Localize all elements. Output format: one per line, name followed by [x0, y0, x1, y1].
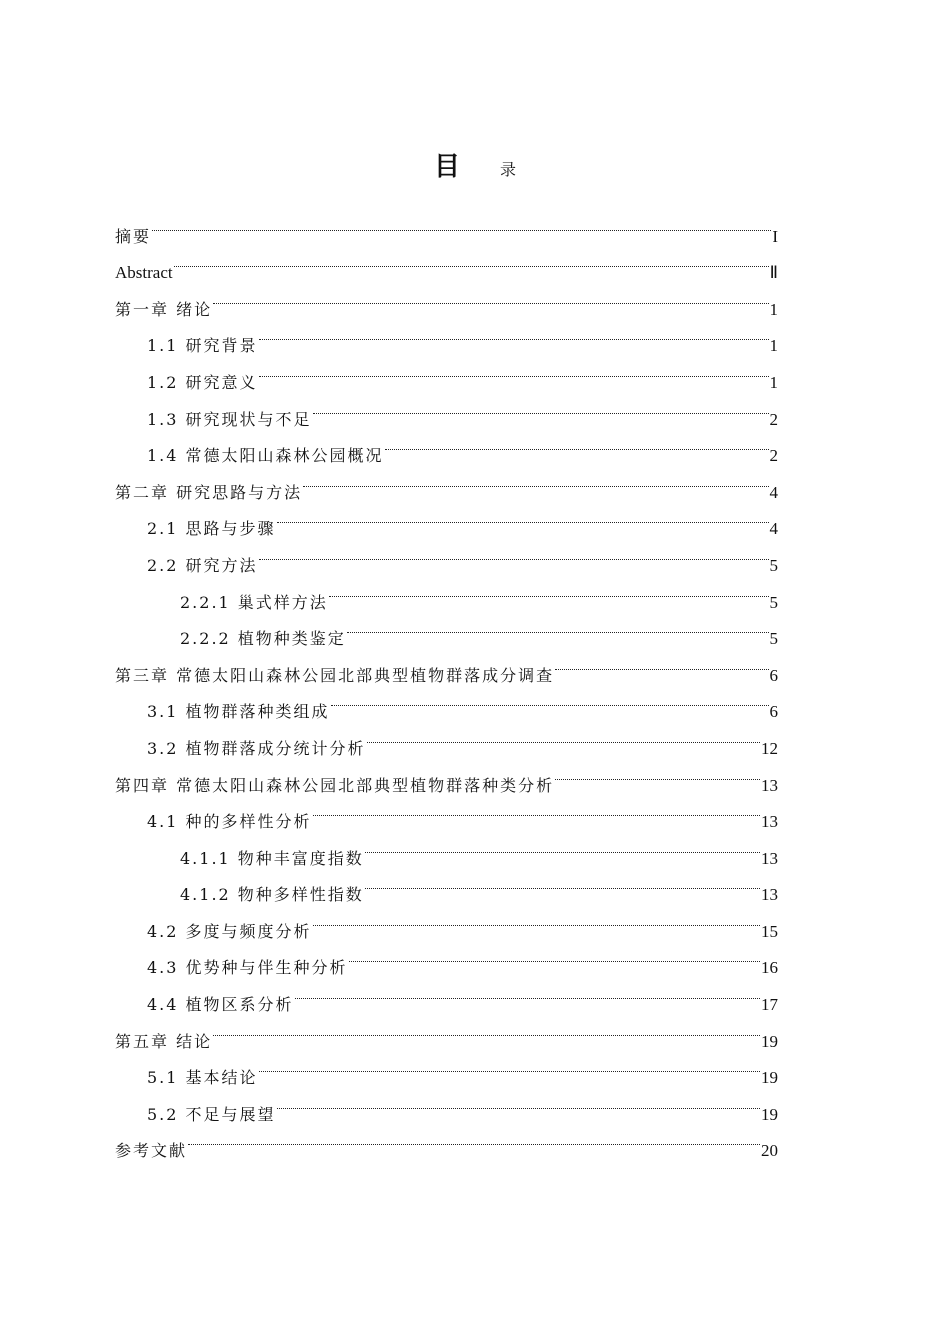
toc-entry-label: 1.3 研究现状与不足 — [147, 409, 312, 429]
toc-entry-label: 参考文献 — [115, 1141, 188, 1161]
toc-entry-label: 2.2 研究方法 — [147, 555, 258, 575]
toc-page-number: 1 — [769, 299, 778, 319]
toc-entry-label: 3.2 植物群落成分统计分析 — [147, 738, 366, 758]
toc-entry-label: 4.1.1 物种丰富度指数 — [180, 848, 364, 868]
toc-entry[interactable] — [115, 1010, 778, 1051]
toc-dot-leader — [259, 351, 769, 388]
toc-entry-label: 4.4 植物区系分析 — [147, 995, 294, 1015]
toc-entry-label: 第一章 绪论 — [115, 299, 213, 319]
toc-page-number: 1 — [769, 372, 778, 392]
toc-entry-label: 5.1 基本结论 — [147, 1068, 258, 1088]
toc-page-number: 2 — [769, 446, 778, 466]
toc-page-number: 12 — [761, 738, 778, 758]
toc-entry[interactable] — [115, 1120, 778, 1161]
toc-entry-label: 3.1 植物群落种类组成 — [147, 702, 330, 722]
toc-page-number: 19 — [761, 1068, 778, 1088]
toc-page-number: 15 — [761, 921, 778, 941]
toc-dot-leader — [259, 315, 769, 352]
toc-page-number: 4 — [769, 519, 778, 539]
toc-page-number: 20 — [761, 1141, 778, 1161]
toc-page-number: 13 — [761, 885, 778, 905]
table-of-contents — [115, 205, 778, 1161]
toc-dot-leader — [259, 534, 769, 571]
toc-page-number: I — [772, 226, 778, 246]
toc-entry-label: 第五章 结论 — [115, 1031, 213, 1051]
toc-dot-leader — [295, 973, 760, 1010]
toc-entry[interactable] — [115, 1047, 778, 1088]
toc-entry-label: 5.2 不足与展望 — [147, 1104, 276, 1124]
toc-page-number: 13 — [761, 775, 778, 795]
toc-dot-leader — [213, 278, 768, 315]
toc-dot-leader — [313, 791, 760, 828]
toc-page-number: 2 — [769, 409, 778, 429]
toc-entry-label: 2.2.1 巢式样方法 — [180, 592, 328, 612]
toc-page-number: 17 — [761, 995, 778, 1015]
toc-page-number: 5 — [769, 592, 778, 612]
toc-dot-leader — [277, 1083, 760, 1120]
toc-page-number: 5 — [769, 629, 778, 649]
toc-dot-leader — [555, 644, 768, 681]
toc-entry[interactable] — [115, 315, 778, 356]
toc-dot-leader — [385, 425, 769, 462]
toc-dot-leader — [303, 461, 768, 498]
toc-dot-leader — [555, 754, 760, 791]
toc-dot-leader — [349, 937, 760, 974]
toc-dot-leader — [313, 388, 769, 425]
toc-dot-leader — [331, 681, 769, 718]
toc-entry-label: Abstract — [115, 263, 173, 283]
toc-page-number: 19 — [761, 1104, 778, 1124]
toc-entry-label: 第二章 研究思路与方法 — [115, 482, 303, 502]
toc-page-number: Ⅱ — [769, 263, 778, 283]
toc-dot-leader — [188, 1120, 760, 1157]
toc-page-number: 13 — [761, 848, 778, 868]
toc-dot-leader — [365, 864, 760, 901]
toc-page-number: 6 — [769, 702, 778, 722]
toc-entry-label: 1.4 常德太阳山森林公园概况 — [147, 446, 384, 466]
toc-dot-leader — [313, 900, 760, 937]
toc-entry-label: 2.2.2 植物种类鉴定 — [180, 629, 346, 649]
page-title — [0, 146, 950, 183]
toc-entry-label: 摘要 — [115, 226, 152, 246]
toc-page-number: 16 — [761, 958, 778, 978]
toc-page-number: 5 — [769, 555, 778, 575]
toc-entry-label: 4.2 多度与频度分析 — [147, 921, 312, 941]
toc-dot-leader — [367, 717, 760, 754]
toc-dot-leader — [259, 1047, 760, 1084]
toc-dot-leader — [347, 608, 769, 645]
toc-entry-label: 4.1 种的多样性分析 — [147, 812, 312, 832]
title-char-2: 录 — [500, 160, 517, 179]
toc-dot-leader — [365, 827, 760, 864]
toc-page-number: 4 — [769, 482, 778, 502]
toc-entry[interactable] — [115, 205, 778, 246]
toc-dot-leader — [213, 1010, 760, 1047]
toc-dot-leader — [152, 205, 771, 242]
toc-page-number: 1 — [769, 336, 778, 356]
toc-entry-label: 4.3 优势种与伴生种分析 — [147, 958, 348, 978]
toc-dot-leader — [329, 571, 769, 608]
toc-dot-leader — [277, 498, 769, 535]
toc-entry[interactable] — [115, 278, 778, 319]
toc-entry[interactable] — [115, 242, 778, 283]
toc-entry-label: 1.2 研究意义 — [147, 372, 258, 392]
title-char-1: 目 — [433, 152, 460, 182]
toc-dot-leader — [174, 242, 769, 279]
toc-entry-label: 2.1 思路与步骤 — [147, 519, 276, 539]
toc-entry-label: 第四章 常德太阳山森林公园北部典型植物群落种类分析 — [115, 775, 555, 795]
toc-entry-label: 1.1 研究背景 — [147, 336, 258, 356]
toc-entry-label: 4.1.2 物种多样性指数 — [180, 885, 364, 905]
toc-entry-label: 第三章 常德太阳山森林公园北部典型植物群落成分调查 — [115, 665, 555, 685]
toc-page-number: 19 — [761, 1031, 778, 1051]
toc-page-number: 13 — [761, 812, 778, 832]
toc-page-number: 6 — [769, 665, 778, 685]
